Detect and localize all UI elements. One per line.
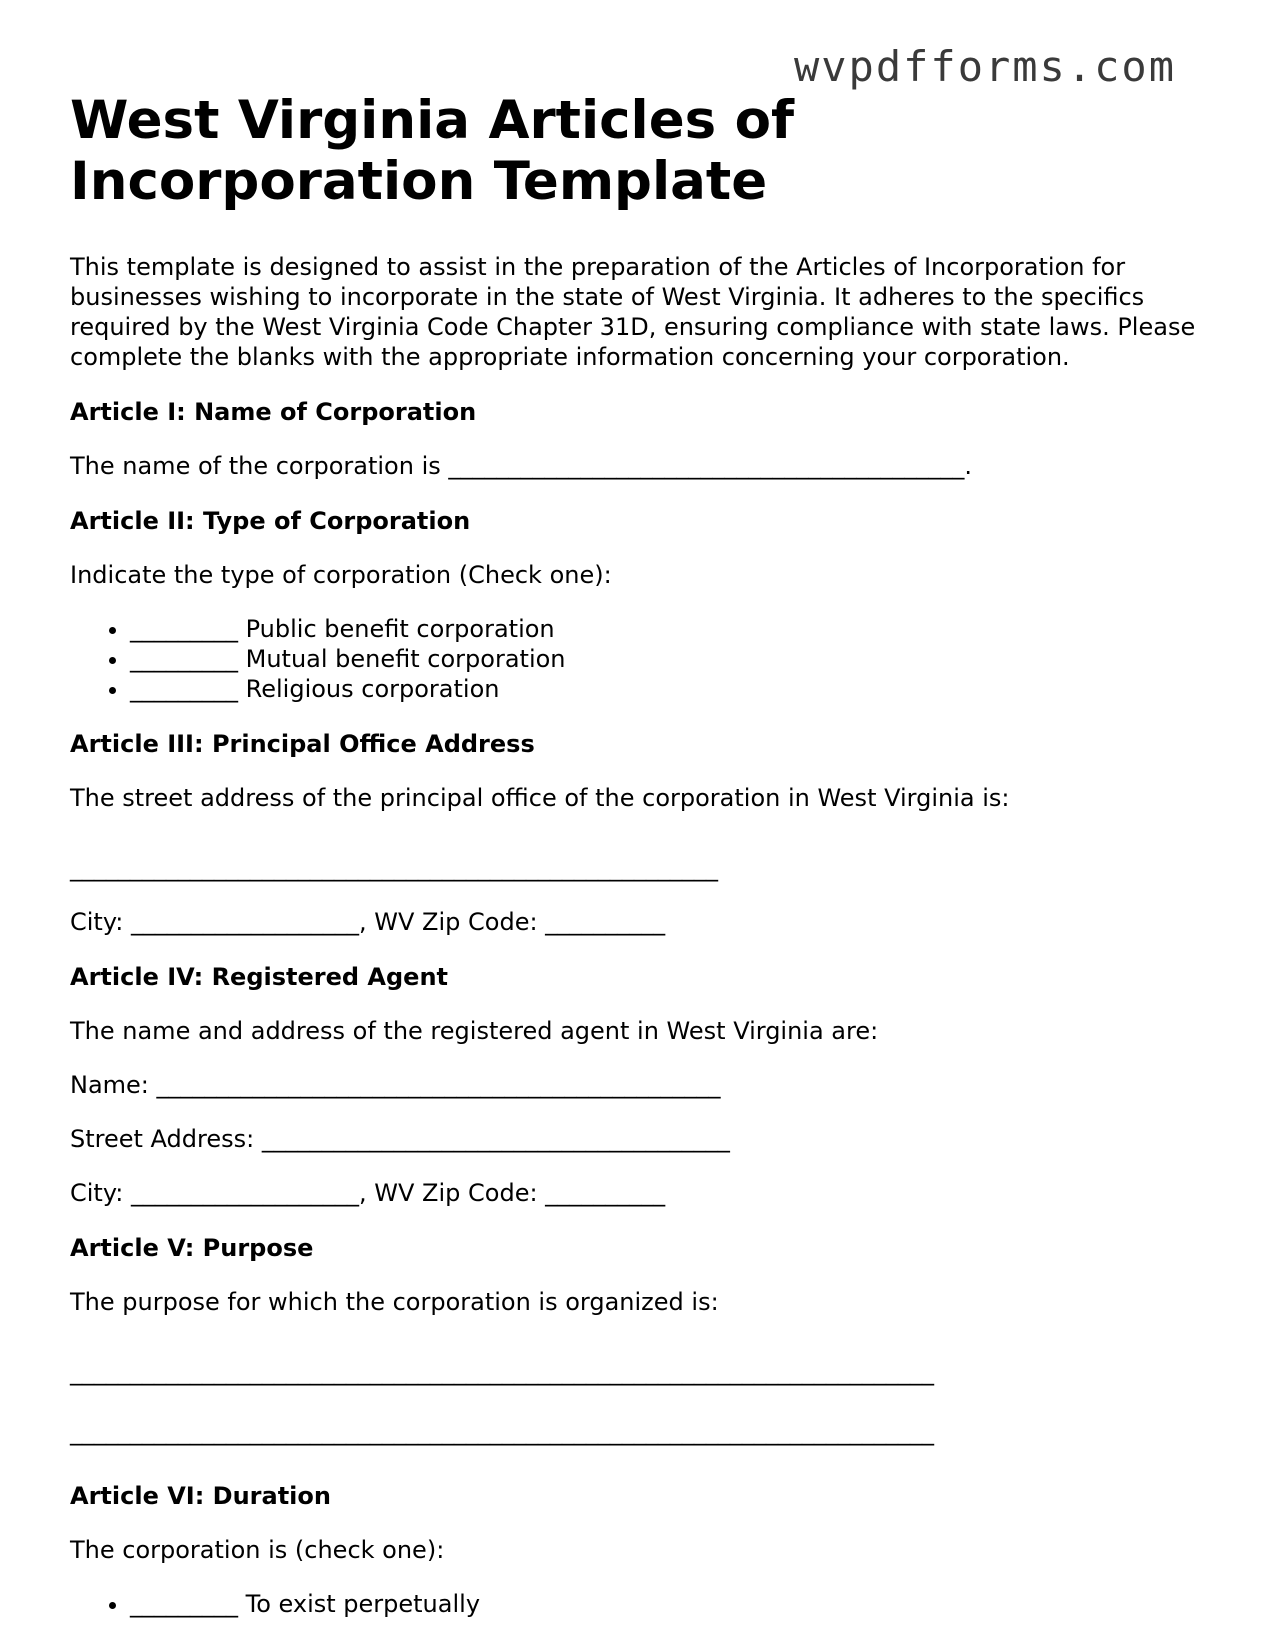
article-1-text: The name of the corporation is ___________________________________________. xyxy=(70,452,973,480)
article-4-heading: Article IV: Registered Agent xyxy=(70,963,449,991)
article-3-heading: Article III: Principal Office Address xyxy=(70,730,535,758)
document-page xyxy=(70,90,1210,1619)
article-6-heading: Article VI: Duration xyxy=(70,1482,331,1510)
option-public-benefit: • _________ Public benefit corporation xyxy=(130,614,1210,644)
article-6-options xyxy=(70,1589,1210,1619)
article-2-heading: Article II: Type of Corporation xyxy=(70,507,471,535)
agent-street-line: Street Address: _______________________________________ xyxy=(70,1125,730,1153)
article-5-heading: Article V: Purpose xyxy=(70,1234,314,1262)
article-4-text: The name and address of the registered agent in West Virginia are: xyxy=(70,1017,879,1045)
article-5-text: The purpose for which the corporation is organized is: xyxy=(70,1288,719,1316)
intro-paragraph: This template is designed to assist in the preparation of the Articles of Incorporation for businesses wishing to incorporate in the state of West Virginia. It adheres to the specifics required by the West Virginia Code Chapter 31D, ensuring compliance with state laws. Please complete the blanks with the appropriate information concerning your corporation. xyxy=(70,253,1196,371)
article-2-options xyxy=(70,614,1210,704)
article-2-text: Indicate the type of corporation (Check one): xyxy=(70,561,612,589)
agent-city-zip-line: City: ___________________, WV Zip Code: __________ xyxy=(70,1179,666,1207)
agent-name-line: Name: _______________________________________________ xyxy=(70,1071,721,1099)
page-title: West Virginia Articles of Incorporation Template xyxy=(70,90,795,212)
option-perpetual: • _________ To exist perpetually xyxy=(130,1589,1210,1619)
watermark: wvpdfforms.com xyxy=(793,42,1176,91)
option-religious: • _________ Religious corporation xyxy=(130,674,1210,704)
article-6-text: The corporation is (check one): xyxy=(70,1536,445,1564)
option-mutual-benefit: • _________ Mutual benefit corporation xyxy=(130,644,1210,674)
purpose-line-1: ________________________________________________________________________ xyxy=(70,1358,934,1386)
principal-address-line: ______________________________________________________ xyxy=(70,854,718,882)
article-3-text: The street address of the principal office of the corporation in West Virginia is: xyxy=(70,784,1010,812)
purpose-line-2: ________________________________________________________________________ xyxy=(70,1418,934,1446)
principal-city-zip-line: City: ___________________, WV Zip Code: __________ xyxy=(70,908,666,936)
article-1-heading: Article I: Name of Corporation xyxy=(70,398,477,426)
